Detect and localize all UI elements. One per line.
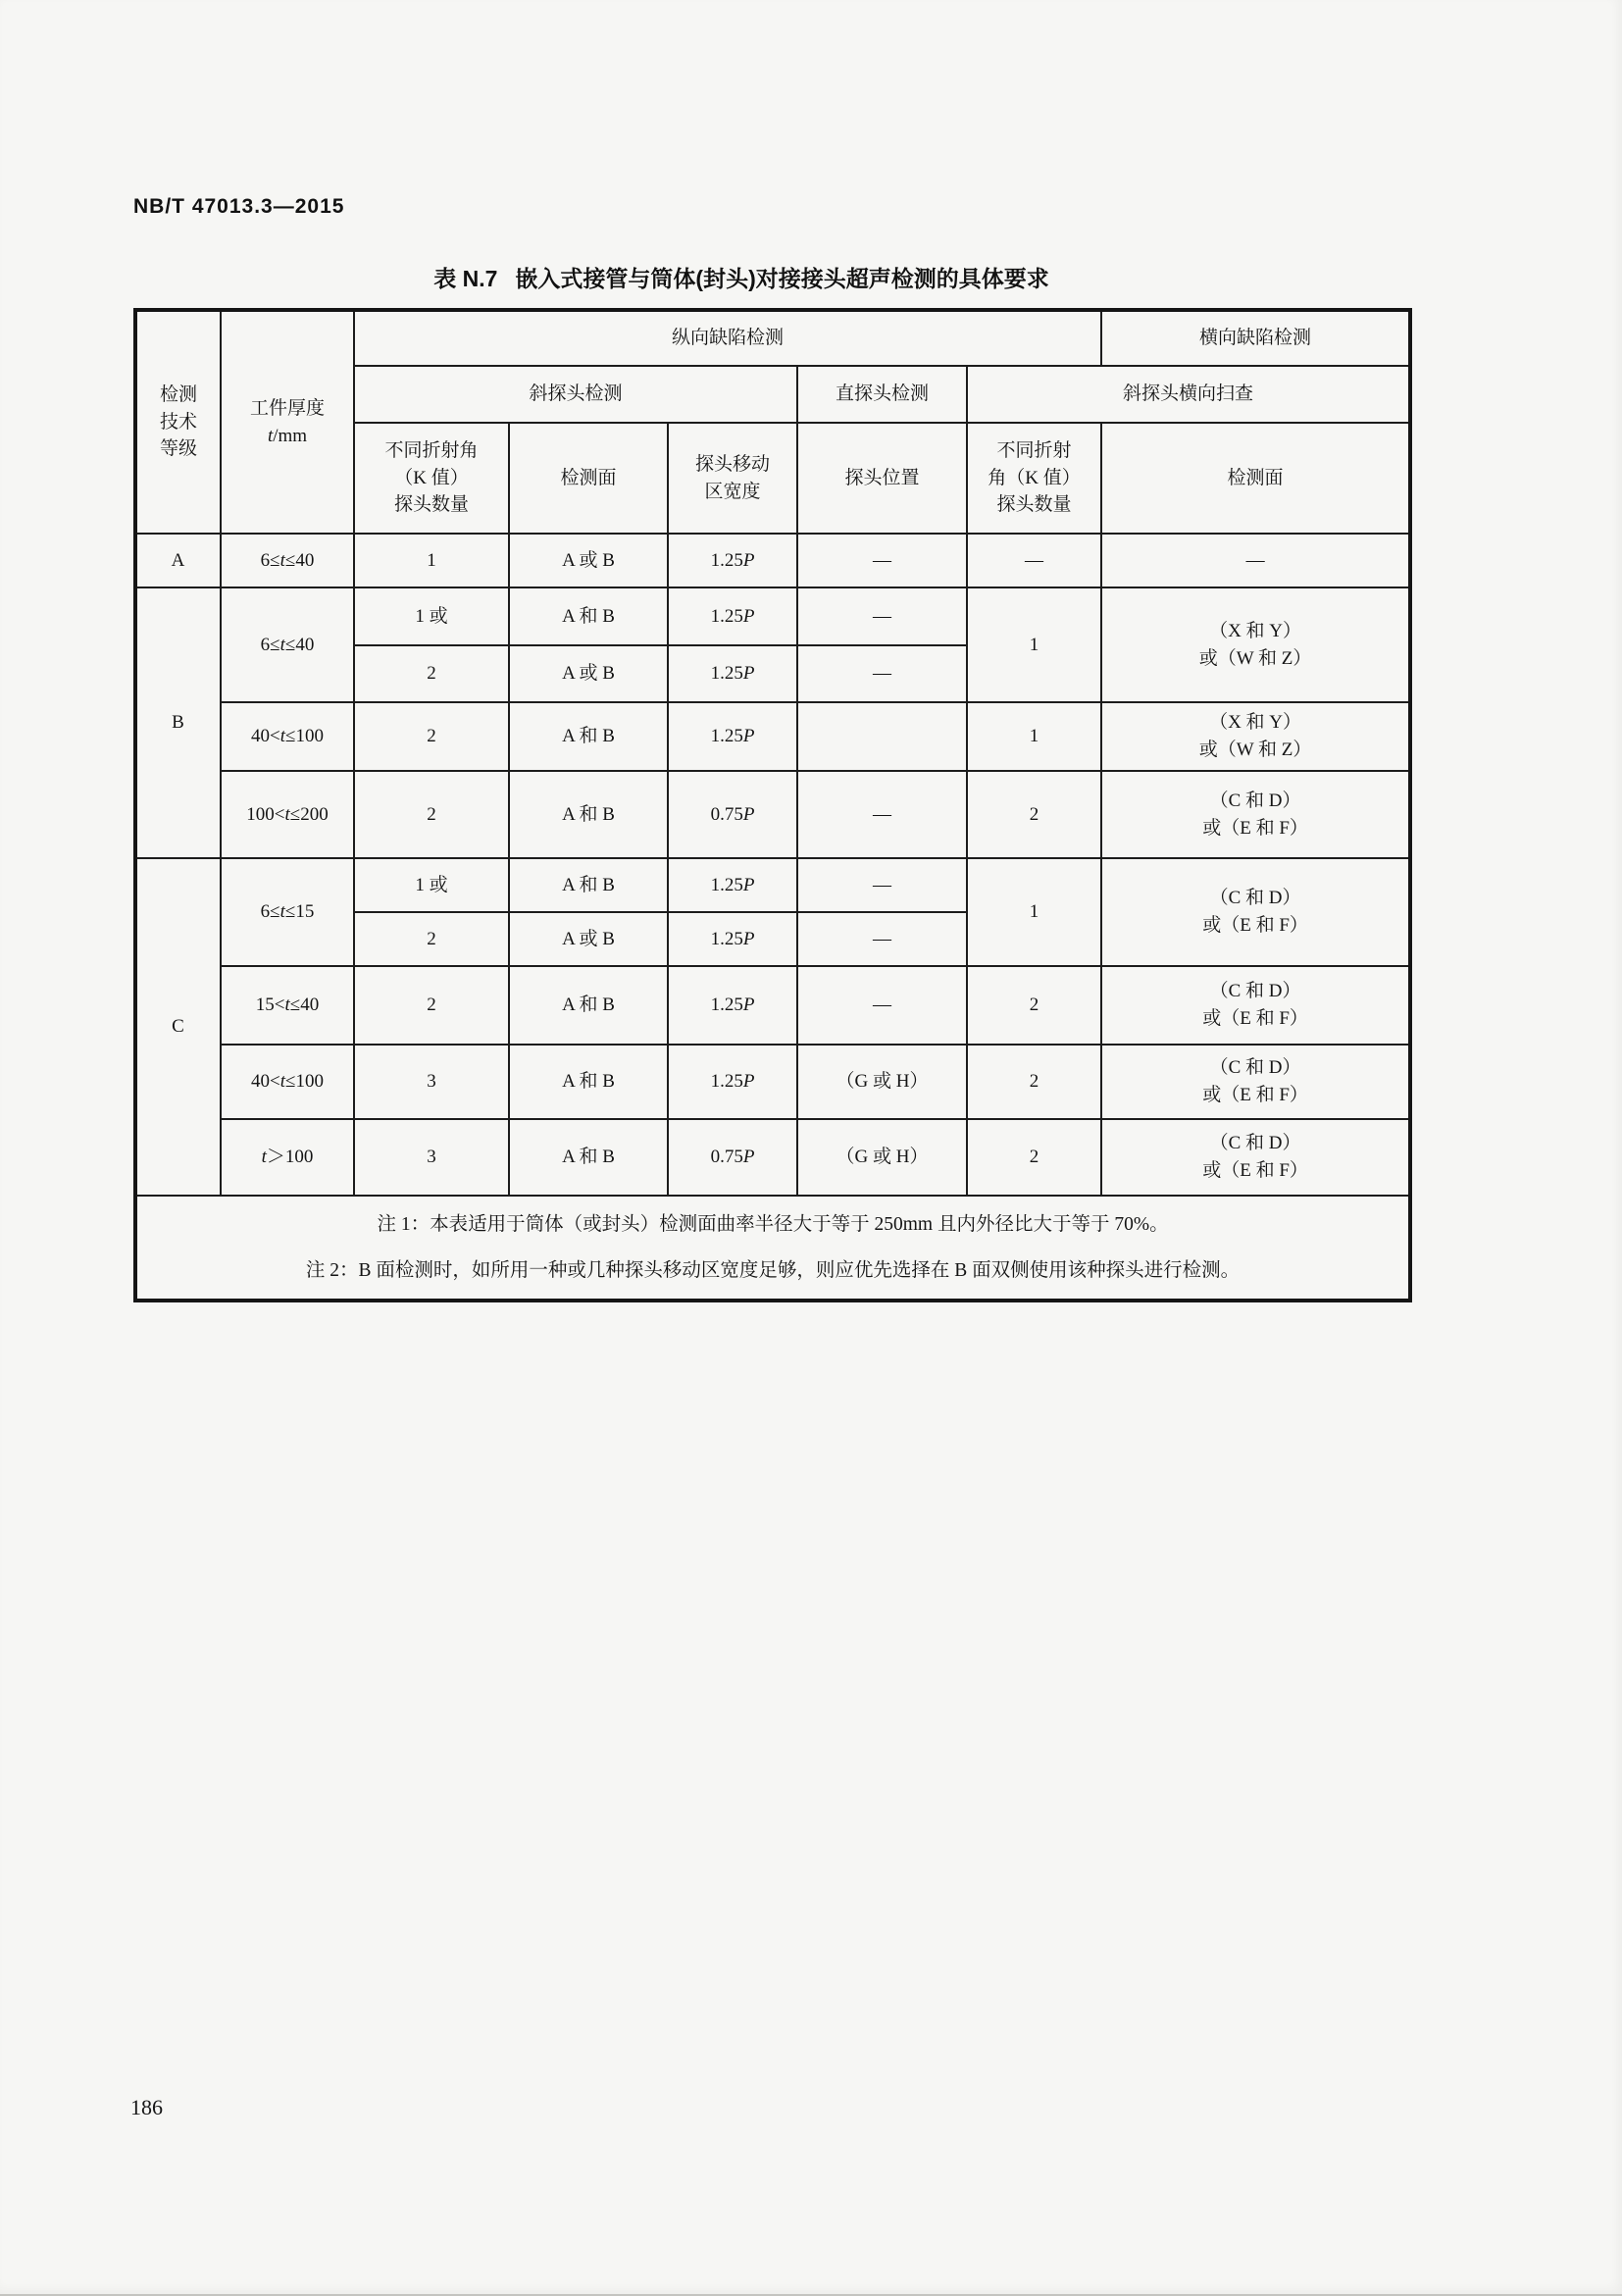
cell-b-g2-surface-2 xyxy=(1101,702,1410,771)
var-p: P xyxy=(742,928,755,949)
var-t: t xyxy=(279,634,285,655)
var-p: P xyxy=(742,605,755,627)
var-t: t xyxy=(284,803,290,825)
cell-b-g2-thickness: 40<t≤100 xyxy=(221,702,354,771)
cell-b-g2-surface: A 和 B xyxy=(509,702,668,771)
table-row-c2 xyxy=(135,966,1410,1045)
cell-c-g4-position: （G 或 H） xyxy=(797,1119,967,1196)
cell-b-g3-zone: 0.75P xyxy=(668,771,797,858)
cell-b-g2-k-count: 2 xyxy=(354,702,509,771)
cell-c-g4-surface: A 和 B xyxy=(509,1119,668,1196)
cell-c-g1-r1-k-count: 1 或 xyxy=(354,858,509,912)
surface-line: 或（E 和 F） xyxy=(1202,1160,1308,1181)
cell-b-g1-k-count-2: 1 xyxy=(967,587,1101,702)
cell-c-g1-r1-position: — xyxy=(797,858,967,912)
cell-c-g2-k-count-2: 2 xyxy=(967,966,1101,1045)
surface-line: （C 和 D） xyxy=(1209,790,1301,811)
table-row-b1a xyxy=(135,587,1410,645)
table-row-a xyxy=(135,534,1410,587)
cell-c-g3-surface-2 xyxy=(1101,1045,1410,1119)
cell-b-level: B xyxy=(135,587,221,858)
cell-b-g1-r2-surface: A 或 B xyxy=(509,645,668,702)
header-thickness-label: 工件厚度 xyxy=(249,397,325,419)
var-p: P xyxy=(742,726,755,747)
header-thickness-unit: t/mm xyxy=(267,425,308,446)
cell-b-g1-r2-position: — xyxy=(797,645,967,702)
cell-c-g2-surface: A 和 B xyxy=(509,966,668,1045)
header-tech-level-line: 检测 xyxy=(159,384,197,406)
cell-c-g3-k-count-2: 2 xyxy=(967,1045,1101,1119)
surface-line: 或（E 和 F） xyxy=(1202,915,1308,936)
cell-b-g1-r2-k-count: 2 xyxy=(354,645,509,702)
header-probe-moving-zone: 探头移动 区宽度 xyxy=(668,423,797,534)
standard-number: NB/T 47013.3—2015 xyxy=(133,195,345,218)
cell-c-g2-position: — xyxy=(797,966,967,1045)
table-notes xyxy=(135,1196,1410,1301)
cell-c-g1-r2-surface: A 或 B xyxy=(509,912,668,966)
cell-c-g2-k-count: 2 xyxy=(354,966,509,1045)
cell-c-g1-thickness: 6≤t≤15 xyxy=(221,858,354,966)
surface-line: 或（E 和 F） xyxy=(1202,1008,1308,1029)
cell-c-level: C xyxy=(135,858,221,1196)
cell-c-g4-k-count-2: 2 xyxy=(967,1119,1101,1196)
cell-c-g1-r1-zone: 1.25P xyxy=(668,858,797,912)
cell-c-g4-k-count: 3 xyxy=(354,1119,509,1196)
cell-c-g2-surface-2 xyxy=(1101,966,1410,1045)
var-p: P xyxy=(742,663,755,685)
surface-line: 或（E 和 F） xyxy=(1202,1085,1308,1105)
cell-b-g1-surface-2 xyxy=(1101,587,1410,702)
requirements-table xyxy=(133,308,1412,1302)
cell-c-g3-k-count: 3 xyxy=(354,1045,509,1119)
header-longitudinal-defect: 纵向缺陷检测 xyxy=(354,310,1101,366)
cell-a-thickness: 6≤t≤40 xyxy=(221,534,354,587)
note-1: 注 1：本表适用于筒体（或封头）检测面曲率半径大于等于 250mm 且内外径比大于等于 70%。 xyxy=(377,1214,1169,1235)
header-angle-probe-transverse-scan: 斜探头横向扫查 xyxy=(967,366,1410,423)
header-tech-level-line: 等级 xyxy=(159,438,197,460)
header-straight-probe-detection: 直探头检测 xyxy=(797,366,967,423)
var-p: P xyxy=(742,1147,755,1168)
cell-c-g4-zone: 0.75P xyxy=(668,1119,797,1196)
table-row-b3 xyxy=(135,771,1410,858)
var-p: P xyxy=(742,1071,755,1093)
var-t: t xyxy=(279,901,285,923)
cell-c-g1-r2-position: — xyxy=(797,912,967,966)
surface-line: （C 和 D） xyxy=(1209,1057,1301,1079)
note-2: 注 2：B 面检测时，如所用一种或几种探头移动区宽度足够，则应优先选择在 B 面双侧使用该种探头进行检测。 xyxy=(305,1260,1241,1281)
cell-c-g1-k-count-2: 1 xyxy=(967,858,1101,966)
cell-a-zone: 1.25P xyxy=(668,534,797,587)
surface-line: 或（W 和 Z） xyxy=(1198,740,1312,760)
cell-c-g3-zone: 1.25P xyxy=(668,1045,797,1119)
cell-b-g2-zone: 1.25P xyxy=(668,702,797,771)
surface-line: （C 和 D） xyxy=(1209,1133,1301,1154)
header-tech-level-line: 技术 xyxy=(159,411,197,433)
surface-line: （X 和 Y） xyxy=(1209,620,1302,641)
header-detection-surface-left: 检测面 xyxy=(509,423,668,534)
cell-b-g3-surface-2 xyxy=(1101,771,1410,858)
var-t: t xyxy=(284,995,290,1016)
header-row-1 xyxy=(135,310,1410,366)
header-angle-probe-detection: 斜探头检测 xyxy=(354,366,797,423)
var-t: t xyxy=(279,726,286,747)
var-t: t xyxy=(279,1071,286,1093)
header-probe-position: 探头位置 xyxy=(797,423,967,534)
cell-c-g2-zone: 1.25P xyxy=(668,966,797,1045)
surface-line: 或（W 和 Z） xyxy=(1198,647,1312,669)
table-title xyxy=(133,261,1349,293)
var-t: t xyxy=(267,425,274,446)
surface-line: 或（E 和 F） xyxy=(1202,817,1308,839)
cell-c-g3-thickness: 40<t≤100 xyxy=(221,1045,354,1119)
surface-line: （C 和 D） xyxy=(1209,981,1301,1002)
cell-c-g4-thickness: t＞100 xyxy=(221,1119,354,1196)
cell-b-g3-thickness: 100<t≤200 xyxy=(221,771,354,858)
cell-b-g3-position: — xyxy=(797,771,967,858)
header-thickness xyxy=(221,310,354,534)
surface-line: （C 和 D） xyxy=(1209,888,1301,909)
cell-b-g2-k-count-2: 1 xyxy=(967,702,1101,771)
var-t: t xyxy=(261,1147,267,1168)
cell-b-g1-thickness: 6≤t≤40 xyxy=(221,587,354,702)
cell-c-g3-position: （G 或 H） xyxy=(797,1045,967,1119)
var-p: P xyxy=(742,803,755,825)
table-row-c1a xyxy=(135,858,1410,912)
header-transverse-defect: 横向缺陷检测 xyxy=(1101,310,1410,366)
var-p: P xyxy=(742,874,755,895)
cell-b-g1-r1-k-count: 1 或 xyxy=(354,587,509,645)
cell-b-g1-r2-zone: 1.25P xyxy=(668,645,797,702)
cell-a-surface: A 或 B xyxy=(509,534,668,587)
header-k-probe-count-left: 不同折射角 （K 值） 探头数量 xyxy=(354,423,509,534)
surface-line: （X 和 Y） xyxy=(1209,712,1302,734)
table-title-text: 嵌入式接管与筒体(封头)对接接头超声检测的具体要求 xyxy=(515,266,1049,291)
cell-a-k-count: 1 xyxy=(354,534,509,587)
cell-b-g3-k-count-2: 2 xyxy=(967,771,1101,858)
header-detection-surface-right: 检测面 xyxy=(1101,423,1410,534)
var-t: t xyxy=(279,549,285,571)
table-row-c4 xyxy=(135,1119,1410,1196)
cell-c-g1-surface-2 xyxy=(1101,858,1410,966)
cell-a-k-count-2: — xyxy=(967,534,1101,587)
cell-a-level: A xyxy=(135,534,221,587)
page-number: 186 xyxy=(130,2095,163,2119)
cell-b-g1-r1-position: — xyxy=(797,587,967,645)
header-k-probe-count-right: 不同折射 角（K 值） 探头数量 xyxy=(967,423,1101,534)
var-p: P xyxy=(742,995,755,1016)
table-number: 表 N.7 xyxy=(433,266,498,291)
table-row-b2 xyxy=(135,702,1410,771)
cell-b-g3-surface: A 和 B xyxy=(509,771,668,858)
table-row-c3 xyxy=(135,1045,1410,1119)
cell-c-g4-surface-2 xyxy=(1101,1119,1410,1196)
cell-b-g2-position xyxy=(797,702,967,771)
cell-c-g1-r2-k-count: 2 xyxy=(354,912,509,966)
cell-c-g1-r2-zone: 1.25P xyxy=(668,912,797,966)
var-p: P xyxy=(742,549,755,571)
header-tech-level xyxy=(135,310,221,534)
cell-b-g3-k-count: 2 xyxy=(354,771,509,858)
cell-b-g1-r1-zone: 1.25P xyxy=(668,587,797,645)
cell-c-g1-r1-surface: A 和 B xyxy=(509,858,668,912)
cell-b-g1-r1-surface: A 和 B xyxy=(509,587,668,645)
cell-a-position: — xyxy=(797,534,967,587)
table-notes-row xyxy=(135,1196,1410,1301)
cell-c-g2-thickness: 15<t≤40 xyxy=(221,966,354,1045)
cell-c-g3-surface: A 和 B xyxy=(509,1045,668,1119)
cell-a-surface-2: — xyxy=(1101,534,1410,587)
